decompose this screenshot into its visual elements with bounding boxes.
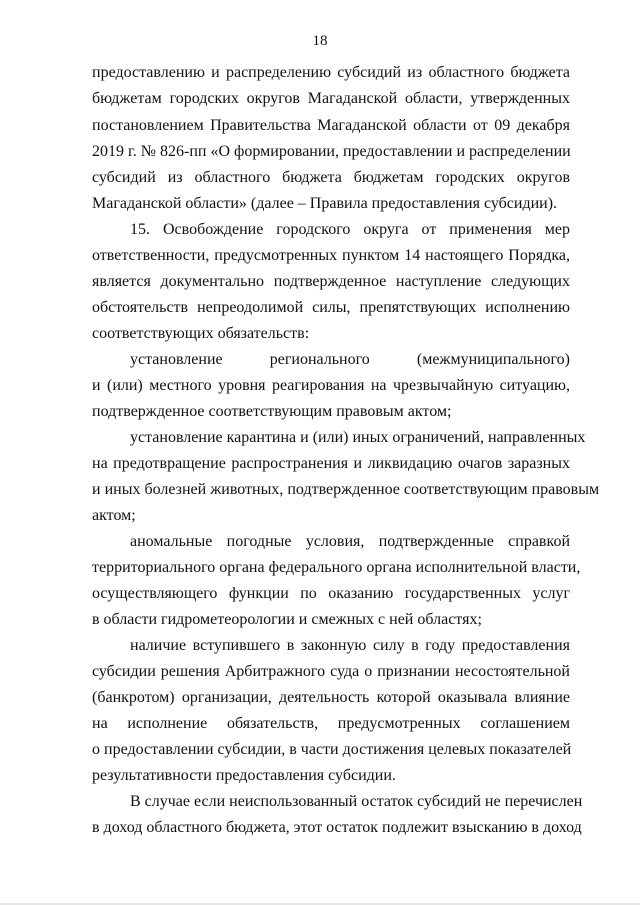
text-line: (банкротом) организации, деятельность которой оказывала влияние (92, 689, 570, 706)
text-line: постановлением Правительства Магаданской области от 09 декабря (92, 117, 570, 134)
paragraph-first-line: В случае если неиспользованный остаток субсидий не перечислен (130, 793, 583, 810)
text-line: Магаданской области» (далее – Правила предоставления субсидии). (92, 195, 558, 212)
text-line: актом; (92, 507, 136, 524)
text-line: о предоставлении субсидии, в части достижения целевых показателей (92, 741, 572, 758)
list-item-first-line: наличие вступившего в законную силу в году предоставления (130, 637, 570, 654)
list-item-first-line: установление регионального (межмуниципального) (130, 351, 570, 368)
text-line: предоставлению и распределению субсидий из областного бюджета (92, 64, 570, 81)
list-item-first-line: аномальные погодные условия, подтвержденные справкой (130, 533, 570, 550)
text-line: и (или) местного уровня реагирования на чрезвычайную ситуацию, (92, 377, 570, 394)
page-number: 18 (312, 33, 328, 49)
text-line: на предотвращение распространения и ликвидацию очагов заразных (92, 455, 570, 472)
text-line: и иных болезней животных, подтвержденное соответствующим правовым (92, 481, 600, 498)
text-line: субсидии решения Арбитражного суда о признании несостоятельной (92, 663, 570, 680)
text-line: подтвержденное соответствующим правовым актом; (92, 403, 452, 420)
text-line: в доход областного бюджета, этот остаток подлежит взысканию в доход (92, 819, 582, 836)
list-item-first-line: установление карантина и (или) иных ограничений, направленных (130, 429, 586, 446)
text-line: является документально подтвержденное наступление следующих (92, 273, 570, 290)
text-line: бюджетам городских округов Магаданской области, утвержденных (92, 90, 570, 107)
text-line: территориального органа федерального органа исполнительной власти, (92, 559, 581, 576)
text-line: результативности предоставления субсидии. (92, 767, 396, 784)
text-line: соответствующих обязательств: (92, 325, 310, 342)
text-line: ответственности, предусмотренных пунктом 14 настоящего Порядка, (92, 247, 570, 264)
paragraph-15-first-line: 15. Освобождение городского округа от применения мер (130, 221, 570, 238)
text-line: субсидий из областного бюджета бюджетам городских округов (92, 169, 570, 186)
text-line: 2019 г. № 826-пп «О формировании, предоставлении и распределении (92, 143, 571, 160)
text-line: обстоятельств непреодолимой силы, препятствующих исполнению (92, 299, 570, 316)
text-line: на исполнение обязательств, предусмотренных соглашением (92, 715, 570, 732)
text-line: в области гидрометеорологии и смежных с ней областях; (92, 611, 482, 628)
text-line: осуществляющего функции по оказанию государственных услуг (92, 585, 570, 602)
